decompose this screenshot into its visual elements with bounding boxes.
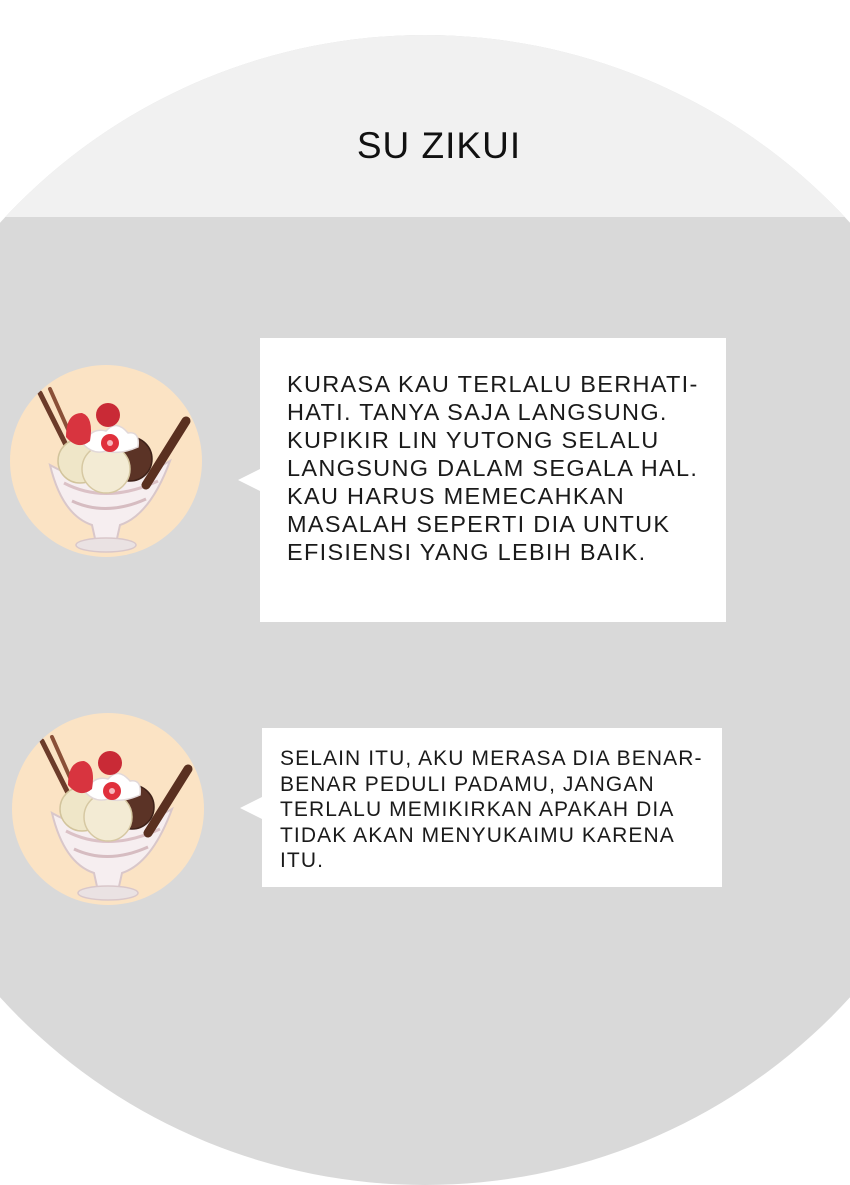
contact-avatar[interactable] bbox=[12, 713, 204, 905]
ice-cream-sundae-icon bbox=[10, 365, 202, 557]
contact-name: SU ZIKUI bbox=[356, 125, 522, 166]
message-bubble bbox=[262, 728, 722, 887]
message-text: KURASA KAU TERLALU BERHATI-HATI. TANYA SAJA LANGSUNG. KUPIKIR LIN YUTONG SELALU LANGSUNG DALAM SEGALA HAL. KAU HARUS MEMECAHKAN MASALAH SEPERTI DIA UNTUK EFISIENSI YANG LEBIH BAIK. bbox=[287, 371, 699, 565]
message-bubble bbox=[260, 338, 726, 622]
message-text: SELAIN ITU, AKU MERASA DIA BENAR-BENAR PEDULI PADAMU, JANGAN TERLALU MEMIKIRKAN APAKAH DIA TIDAK AKAN MENYUKAIMU KARENA ITU. bbox=[280, 747, 703, 872]
contact-avatar[interactable] bbox=[10, 365, 202, 557]
ice-cream-sundae-icon bbox=[12, 713, 204, 905]
